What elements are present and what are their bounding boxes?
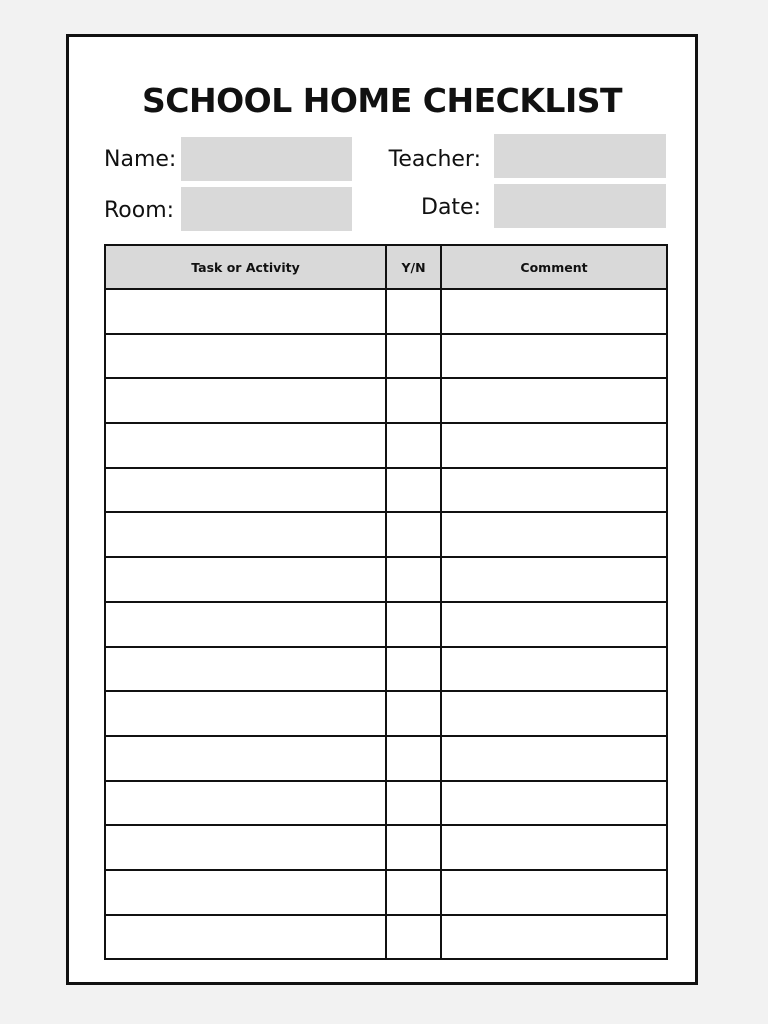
task-cell[interactable]	[105, 870, 386, 915]
comment-cell[interactable]	[441, 602, 667, 647]
date-field[interactable]	[494, 184, 666, 228]
column-header-yn: Y/N	[386, 245, 441, 289]
date-label: Date:	[421, 195, 481, 220]
table-row	[105, 557, 667, 602]
comment-cell[interactable]	[441, 334, 667, 379]
comment-cell[interactable]	[441, 736, 667, 781]
comment-cell[interactable]	[441, 423, 667, 468]
comment-cell[interactable]	[441, 557, 667, 602]
task-cell[interactable]	[105, 289, 386, 334]
room-label: Room:	[104, 198, 175, 223]
column-header-task: Task or Activity	[105, 245, 386, 289]
checklist-sheet	[66, 34, 698, 985]
task-cell[interactable]	[105, 915, 386, 960]
table-row	[105, 512, 667, 557]
yn-cell[interactable]	[386, 602, 441, 647]
comment-cell[interactable]	[441, 915, 667, 960]
comment-cell[interactable]	[441, 691, 667, 736]
table-row	[105, 647, 667, 692]
yn-cell[interactable]	[386, 647, 441, 692]
table-row	[105, 468, 667, 513]
teacher-field[interactable]	[494, 134, 666, 178]
task-cell[interactable]	[105, 378, 386, 423]
yn-cell[interactable]	[386, 512, 441, 557]
column-header-comment: Comment	[441, 245, 667, 289]
yn-cell[interactable]	[386, 825, 441, 870]
table-header-row	[105, 245, 667, 289]
yn-cell[interactable]	[386, 378, 441, 423]
yn-cell[interactable]	[386, 915, 441, 960]
page-title: SCHOOL HOME CHECKLIST	[141, 81, 623, 120]
table-row	[105, 602, 667, 647]
table-row	[105, 423, 667, 468]
table-row	[105, 289, 667, 334]
yn-cell[interactable]	[386, 334, 441, 379]
comment-cell[interactable]	[441, 289, 667, 334]
teacher-label: Teacher:	[388, 147, 481, 172]
yn-cell[interactable]	[386, 468, 441, 513]
comment-cell[interactable]	[441, 870, 667, 915]
yn-cell[interactable]	[386, 870, 441, 915]
yn-cell[interactable]	[386, 736, 441, 781]
task-cell[interactable]	[105, 468, 386, 513]
yn-cell[interactable]	[386, 557, 441, 602]
yn-cell[interactable]	[386, 289, 441, 334]
task-cell[interactable]	[105, 512, 386, 557]
table-row	[105, 781, 667, 826]
task-cell[interactable]	[105, 423, 386, 468]
checklist-table	[104, 244, 668, 960]
table-row	[105, 378, 667, 423]
table-row	[105, 825, 667, 870]
task-cell[interactable]	[105, 334, 386, 379]
task-cell[interactable]	[105, 781, 386, 826]
comment-cell[interactable]	[441, 378, 667, 423]
task-cell[interactable]	[105, 647, 386, 692]
task-cell[interactable]	[105, 691, 386, 736]
comment-cell[interactable]	[441, 647, 667, 692]
comment-cell[interactable]	[441, 781, 667, 826]
table-row	[105, 736, 667, 781]
task-cell[interactable]	[105, 825, 386, 870]
yn-cell[interactable]	[386, 781, 441, 826]
comment-cell[interactable]	[441, 825, 667, 870]
table-row	[105, 334, 667, 379]
comment-cell[interactable]	[441, 512, 667, 557]
task-cell[interactable]	[105, 736, 386, 781]
name-field[interactable]	[181, 137, 352, 181]
yn-cell[interactable]	[386, 691, 441, 736]
name-label: Name:	[104, 147, 177, 172]
task-cell[interactable]	[105, 557, 386, 602]
checklist-body	[105, 289, 667, 959]
table-row	[105, 915, 667, 960]
table-row	[105, 691, 667, 736]
yn-cell[interactable]	[386, 423, 441, 468]
room-field[interactable]	[181, 187, 352, 231]
table-row	[105, 870, 667, 915]
comment-cell[interactable]	[441, 468, 667, 513]
task-cell[interactable]	[105, 602, 386, 647]
